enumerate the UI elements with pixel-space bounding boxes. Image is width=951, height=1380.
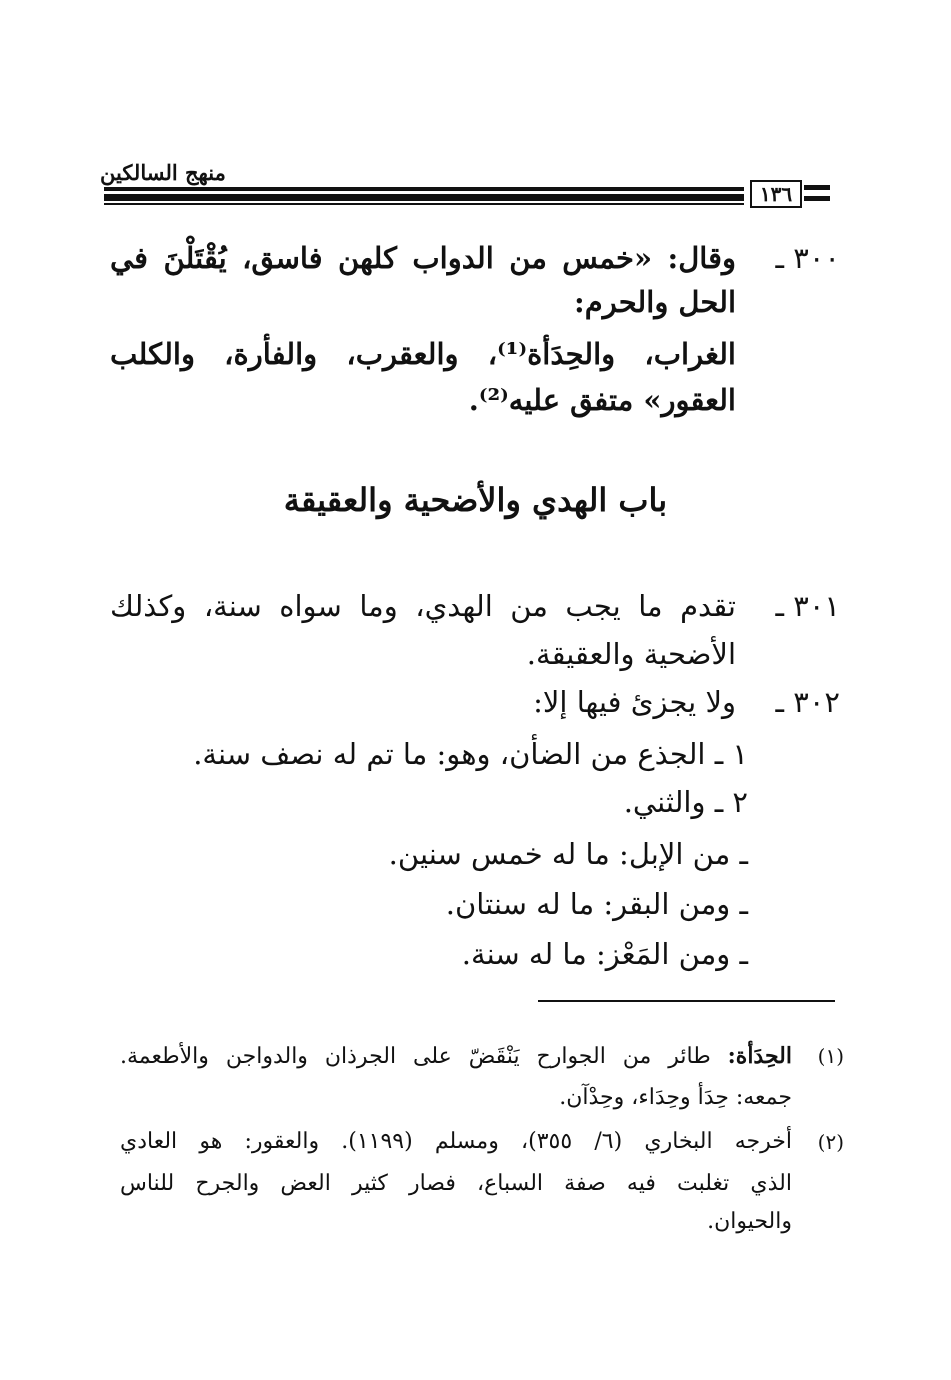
item-302-sub-2: ٢ ـ والثني. [623, 785, 748, 819]
footnote-2-line-2: الذي تغلبت فيه صفة السباع، فصار كثير العض والجرح للناس [120, 1171, 792, 1196]
item-302-sub-4: ـ ومن البقر: ما له سنتان. [445, 887, 748, 921]
item-302-sub-3: ـ من الإبل: ما له خمس سنين. [388, 837, 748, 871]
item-300-line-1: وقال: «خمس من الدواب كلهن فاسق، يُقْتَلْنَ في [110, 241, 736, 275]
page-number-ornament [804, 196, 830, 201]
footnote-1-term: الحِدَأة: [727, 1043, 792, 1069]
item-302-sub-5: ـ ومن المَعْز: ما له سنة. [461, 937, 748, 971]
item-300-line-4: العقور» متفق عليه⁽²⁾. [468, 383, 736, 417]
item-301-line-1: تقدم ما يجب من الهدي، وما سواه سنة، وكذلك [110, 589, 736, 623]
running-title: منهج السالكين [100, 160, 226, 185]
item-number-301: ٣٠١ ـ [775, 589, 840, 623]
item-number-300: ٣٠٠ ـ [775, 241, 840, 275]
item-302-sub-1: ١ ـ الجذع من الضأن، وهو: ما تم له نصف سنة. [193, 737, 748, 771]
page-number: ١٣٦ [750, 180, 802, 208]
header-rule-thin [104, 203, 744, 205]
footnote-1-definition: طائر من الجوارح يَنْقَضّ على الجرذان والدواجن والأطعمة. [120, 1044, 711, 1069]
footnote-2-line-3: والحيوان. [707, 1209, 792, 1234]
footnote-separator [538, 1000, 835, 1002]
header-rule [104, 187, 744, 191]
header-rule-thick [104, 194, 744, 201]
item-300-line-3: الغراب، والحِدَأة⁽¹⁾، والعقرب، والفأرة، والكلب [110, 337, 736, 371]
item-302-line-1: ولا يجزئ فيها إلا: [533, 685, 736, 719]
footnote-1-line-2: جمعه: حِدَأ وحِدَاء، وحِدْآن. [559, 1085, 792, 1110]
section-heading: باب الهدي والأضحية والعقيقة [283, 481, 668, 519]
item-300-line-2: الحل والحرم: [574, 285, 736, 319]
footnote-2-line-1: أخرجه البخاري (٦/ ٣٥٥)، ومسلم (١١٩٩). والعقور: هو العادي [120, 1129, 792, 1154]
item-301-line-2: الأضحية والعقيقة. [526, 637, 736, 671]
footnote-1-line-1 [120, 1040, 792, 1073]
page-number-ornament [804, 185, 830, 190]
item-number-302: ٣٠٢ ـ [775, 685, 840, 719]
footnote-mark-1: (١) [817, 1044, 844, 1068]
footnote-mark-2: (٢) [817, 1130, 844, 1154]
